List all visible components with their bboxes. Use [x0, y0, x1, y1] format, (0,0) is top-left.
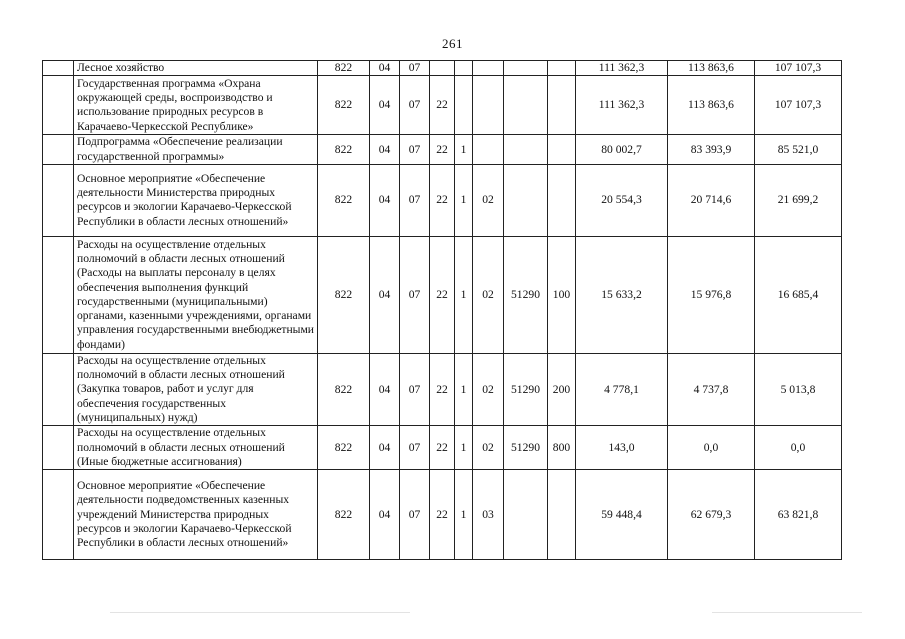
- cell-direction: [504, 61, 548, 76]
- cell-ved: 822: [318, 76, 370, 135]
- table-row: [43, 426, 842, 470]
- cell-pr: 07: [400, 164, 430, 236]
- cell-amount-year1: 15 633,2: [576, 236, 668, 353]
- cell-rz: 04: [370, 164, 400, 236]
- cell-pr: 07: [400, 61, 430, 76]
- cell-rz: 04: [370, 470, 400, 560]
- cell-expense-type: 200: [548, 353, 576, 425]
- cell-amount-year3: 63 821,8: [755, 470, 842, 560]
- cell-rz: 04: [370, 135, 400, 165]
- table-row: [43, 236, 842, 353]
- cell-subprogram: 1: [455, 135, 473, 165]
- cell-amount-year2: 83 393,9: [668, 135, 755, 165]
- table-row: [43, 353, 842, 425]
- cell-amount-year3: 107 107,3: [755, 76, 842, 135]
- cell-program: 22: [430, 76, 455, 135]
- cell-subprogram: [455, 76, 473, 135]
- cell-amount-year1: 111 362,3: [576, 61, 668, 76]
- cell-name: Основное мероприятие «Обеспечение деятельности Министерства природных ресурсов и экологии Карачаево-Черкесской Республики в области лесных отношений»: [74, 164, 318, 236]
- cell-pr: 07: [400, 135, 430, 165]
- cell-direction: 51290: [504, 236, 548, 353]
- cell-amount-year3: 21 699,2: [755, 164, 842, 236]
- cell-program: 22: [430, 470, 455, 560]
- cell-direction: 51290: [504, 426, 548, 470]
- cell-amount-year1: 111 362,3: [576, 76, 668, 135]
- cell-ved: 822: [318, 353, 370, 425]
- cell-amount-year1: 59 448,4: [576, 470, 668, 560]
- cell-ved: 822: [318, 426, 370, 470]
- cell-ved: 822: [318, 164, 370, 236]
- cell-rz: 04: [370, 236, 400, 353]
- cell-rz: 04: [370, 353, 400, 425]
- cell-index: [43, 76, 74, 135]
- cell-ved: 822: [318, 135, 370, 165]
- cell-program: 22: [430, 426, 455, 470]
- cell-main-event: 02: [473, 426, 504, 470]
- cell-name: Лесное хозяйство: [74, 61, 318, 76]
- cell-amount-year2: 4 737,8: [668, 353, 755, 425]
- cell-amount-year3: 5 013,8: [755, 353, 842, 425]
- cell-ved: 822: [318, 236, 370, 353]
- cell-main-event: [473, 135, 504, 165]
- table-row: [43, 470, 842, 560]
- cell-direction: 51290: [504, 353, 548, 425]
- table-row: [43, 76, 842, 135]
- page-number: 261: [442, 36, 463, 51]
- cell-expense-type: 100: [548, 236, 576, 353]
- cell-direction: [504, 135, 548, 165]
- cell-index: [43, 236, 74, 353]
- cell-expense-type: [548, 61, 576, 76]
- scan-artifact-line: [712, 612, 862, 613]
- cell-main-event: 02: [473, 164, 504, 236]
- cell-main-event: 02: [473, 353, 504, 425]
- cell-subprogram: 1: [455, 353, 473, 425]
- cell-main-event: 02: [473, 236, 504, 353]
- cell-subprogram: 1: [455, 236, 473, 353]
- cell-index: [43, 426, 74, 470]
- cell-program: [430, 61, 455, 76]
- scan-artifact-line: [110, 612, 410, 613]
- cell-pr: 07: [400, 426, 430, 470]
- cell-name: Расходы на осуществление отдельных полномочий в области лесных отношений (Закупка товаров, работ и услуг для обеспечения государственных (муниципальных) нужд): [74, 353, 318, 425]
- cell-amount-year3: 85 521,0: [755, 135, 842, 165]
- cell-program: 22: [430, 135, 455, 165]
- cell-subprogram: 1: [455, 426, 473, 470]
- cell-subprogram: 1: [455, 164, 473, 236]
- cell-direction: [504, 164, 548, 236]
- cell-name: Государственная программа «Охрана окружающей среды, воспроизводство и использование природных ресурсов в Карачаево-Черкесской Республике»: [74, 76, 318, 135]
- budget-table: [42, 60, 842, 560]
- cell-rz: 04: [370, 426, 400, 470]
- cell-name: Расходы на осуществление отдельных полномочий в области лесных отношений (Расходы на выплаты персоналу в целях обеспечения выполнения функций государственными (муниципальными) органами, казенными учреждениями, органами управления государственными внебюджетными фондами): [74, 236, 318, 353]
- cell-amount-year2: 62 679,3: [668, 470, 755, 560]
- table-row: [43, 164, 842, 236]
- cell-index: [43, 61, 74, 76]
- cell-expense-type: [548, 470, 576, 560]
- cell-pr: 07: [400, 76, 430, 135]
- cell-amount-year2: 113 863,6: [668, 76, 755, 135]
- cell-main-event: [473, 61, 504, 76]
- cell-subprogram: 1: [455, 470, 473, 560]
- cell-name: Основное мероприятие «Обеспечение деятельности подведомственных казенных учреждений Министерства природных ресурсов и экологии Карачаево-Черкесской Республики в области лесных отношений»: [74, 470, 318, 560]
- cell-amount-year3: 107 107,3: [755, 61, 842, 76]
- budget-table-body: [43, 61, 842, 560]
- cell-program: 22: [430, 164, 455, 236]
- cell-amount-year3: 16 685,4: [755, 236, 842, 353]
- cell-rz: 04: [370, 76, 400, 135]
- cell-amount-year1: 4 778,1: [576, 353, 668, 425]
- cell-program: 22: [430, 236, 455, 353]
- cell-index: [43, 164, 74, 236]
- cell-amount-year1: 20 554,3: [576, 164, 668, 236]
- cell-ved: 822: [318, 470, 370, 560]
- cell-amount-year2: 0,0: [668, 426, 755, 470]
- cell-amount-year2: 15 976,8: [668, 236, 755, 353]
- cell-expense-type: [548, 164, 576, 236]
- table-row: [43, 135, 842, 165]
- cell-expense-type: [548, 135, 576, 165]
- cell-rz: 04: [370, 61, 400, 76]
- cell-index: [43, 353, 74, 425]
- cell-index: [43, 470, 74, 560]
- cell-pr: 07: [400, 236, 430, 353]
- cell-name: Подпрограмма «Обеспечение реализации государственной программы»: [74, 135, 318, 165]
- cell-program: 22: [430, 353, 455, 425]
- cell-main-event: [473, 76, 504, 135]
- cell-amount-year1: 80 002,7: [576, 135, 668, 165]
- cell-direction: [504, 470, 548, 560]
- cell-ved: 822: [318, 61, 370, 76]
- cell-subprogram: [455, 61, 473, 76]
- cell-main-event: 03: [473, 470, 504, 560]
- cell-amount-year1: 143,0: [576, 426, 668, 470]
- cell-pr: 07: [400, 470, 430, 560]
- cell-direction: [504, 76, 548, 135]
- cell-expense-type: 800: [548, 426, 576, 470]
- cell-name: Расходы на осуществление отдельных полномочий в области лесных отношений (Иные бюджетные ассигнования): [74, 426, 318, 470]
- cell-pr: 07: [400, 353, 430, 425]
- cell-expense-type: [548, 76, 576, 135]
- cell-index: [43, 135, 74, 165]
- table-row: [43, 61, 842, 76]
- cell-amount-year2: 20 714,6: [668, 164, 755, 236]
- cell-amount-year3: 0,0: [755, 426, 842, 470]
- cell-amount-year2: 113 863,6: [668, 61, 755, 76]
